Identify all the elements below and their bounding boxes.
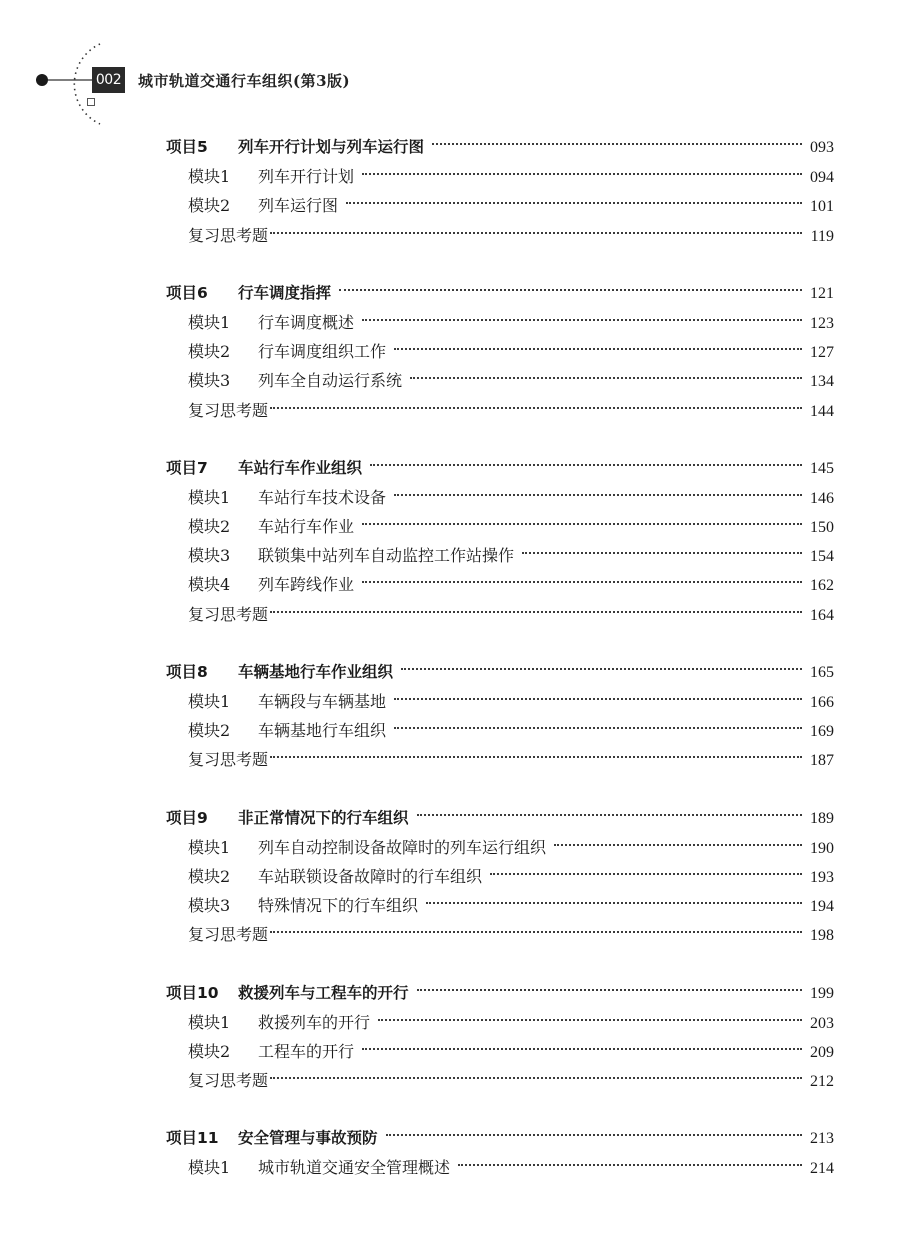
dot-leader [270,756,802,758]
dot-leader [270,1077,802,1079]
decorative-box-icon [87,98,95,106]
entry-title: 车辆段与车辆基地 [258,692,387,711]
toc-module-entry[interactable] [166,337,834,366]
toc-project-entry[interactable] [166,454,834,483]
toc-module-entry[interactable] [166,1008,834,1037]
entry-number: 模块1 [188,1158,231,1178]
dot-leader [386,1134,802,1136]
entry-number: 模块1 [188,837,231,857]
toc-project-group [166,454,834,629]
entry-title: 工程车的开行 [258,1041,355,1061]
dot-leader [394,727,802,729]
dot-leader [490,873,802,875]
toc-module-entry[interactable] [166,366,834,395]
entry-page-number: 165 [810,663,834,681]
toc-module-entry[interactable] [166,1153,834,1182]
entry-title: 行车调度概述 [258,312,355,332]
entry-number: 模块1 [188,692,231,711]
book-title: 城市轨道交通行车组织(第3版) [138,72,351,90]
toc-module-entry[interactable] [166,541,834,570]
toc-module-entry[interactable] [166,862,834,891]
entry-number: 模块1 [188,167,231,187]
toc-review-entry[interactable] [166,920,834,949]
page-number: 002 [92,67,125,93]
toc-project-group [166,979,834,1096]
table-of-contents [166,133,834,1212]
dot-leader [339,289,802,291]
entry-title: 行车调度组织工作 [258,342,387,362]
entry-page-number: 189 [810,809,834,827]
dot-leader [362,581,802,583]
entry-number: 模块2 [188,1041,231,1061]
toc-review-entry[interactable] [166,221,834,250]
entry-page-number: 094 [810,169,834,187]
entry-number: 模块3 [188,546,231,566]
entry-title: 列车跨线作业 [258,575,355,595]
entry-title: 车辆基地行车组织 [258,721,387,741]
page-header [0,0,900,130]
entry-title: 救援列车的开行 [258,1012,371,1032]
entry-title: 列车自动控制设备故障时的列车运行组织 [258,837,547,857]
dot-leader [432,143,802,145]
toc-project-entry[interactable] [166,133,834,162]
entry-title: 特殊情况下的行车组织 [258,896,419,916]
toc-module-entry[interactable] [166,687,834,716]
entry-title: 城市轨道交通安全管理概述 [258,1158,451,1178]
toc-module-entry[interactable] [166,512,834,541]
toc-project-group [166,279,834,425]
dot-leader [362,319,802,321]
dot-leader [270,611,802,613]
dot-leader [394,348,802,350]
entry-title: 复习思考题 [188,400,269,420]
entry-title: 复习思考题 [188,1071,269,1091]
entry-page-number: 093 [810,139,834,156]
entry-number: 模块2 [188,342,231,362]
entry-number: 模块1 [188,1012,231,1032]
entry-number: 模块1 [188,312,231,332]
entry-title: 救援列车与工程车的开行 [238,983,409,1002]
entry-number: 项目11 [166,1129,219,1148]
toc-module-entry[interactable] [166,1037,834,1066]
entry-page-number: 154 [810,548,834,566]
toc-module-entry[interactable] [166,716,834,745]
entry-title: 车站行车技术设备 [258,487,387,507]
entry-page-number: 193 [810,868,834,886]
dot-leader [362,523,802,525]
entry-number: 模块2 [188,517,231,537]
entry-page-number: 190 [810,839,834,857]
dot-leader [270,232,802,234]
entry-title: 列车全自动运行系统 [258,371,403,391]
toc-module-entry[interactable] [166,891,834,920]
entry-number: 项目8 [166,662,208,681]
dot-leader [417,814,802,816]
entry-title: 联锁集中站列车自动监控工作站操作 [258,546,515,566]
entry-number: 项目5 [166,138,208,156]
toc-module-entry[interactable] [166,308,834,337]
toc-project-entry[interactable] [166,279,834,308]
entry-title: 车站行车作业组织 [238,458,363,477]
entry-title: 非正常情况下的行车组织 [238,808,409,827]
entry-number: 模块2 [188,866,231,886]
entry-number: 项目9 [166,808,208,827]
dot-leader [394,494,802,496]
entry-page-number: 209 [810,1043,834,1061]
dot-leader [370,464,802,466]
toc-project-group [166,1124,834,1182]
dot-leader [378,1019,802,1021]
entry-number: 模块2 [188,196,231,216]
entry-title: 车辆基地行车作业组织 [238,662,394,681]
dot-leader [270,407,802,409]
dot-leader [554,844,802,846]
entry-page-number: 101 [810,198,834,216]
entry-title: 列车运行图 [258,196,339,216]
entry-title: 复习思考题 [188,604,269,624]
entry-page-number: 213 [810,1130,834,1148]
toc-project-group [166,804,834,950]
entry-page-number: 162 [810,577,834,595]
entry-page-number: 144 [810,402,834,420]
entry-title: 复习思考题 [188,925,269,945]
toc-project-group [166,658,834,775]
toc-review-entry[interactable] [166,1066,834,1095]
toc-review-entry[interactable] [166,745,834,774]
entry-number: 项目6 [166,283,208,302]
entry-page-number: 146 [810,489,834,507]
dot-leader [458,1164,802,1166]
toc-module-entry[interactable] [166,833,834,862]
entry-page-number: 127 [810,344,834,362]
dot-leader [426,902,802,904]
toc-project-entry[interactable] [166,979,834,1008]
dot-leader [362,1048,802,1050]
toc-review-entry[interactable] [166,396,834,425]
toc-project-entry[interactable] [166,1124,834,1153]
entry-page-number: 121 [810,284,834,302]
entry-page-number: 199 [810,984,834,1002]
toc-project-entry[interactable] [166,658,834,687]
entry-page-number: 203 [810,1014,834,1032]
entry-page-number: 150 [810,519,834,537]
dot-leader [401,668,802,670]
entry-title: 复习思考题 [188,750,269,770]
toc-project-entry[interactable] [166,804,834,833]
entry-page-number: 169 [810,723,834,741]
entry-title: 车站联锁设备故障时的行车组织 [258,866,483,886]
toc-module-entry[interactable] [166,570,834,599]
dot-leader [362,173,802,175]
entry-number: 模块3 [188,371,231,391]
dot-leader [522,552,802,554]
entry-page-number: 198 [810,927,834,945]
entry-number: 项目7 [166,458,208,477]
entry-page-number: 194 [810,898,834,916]
entry-title: 行车调度指挥 [238,283,332,302]
entry-page-number: 214 [810,1160,834,1178]
dot-leader [394,698,802,700]
entry-page-number: 123 [810,314,834,332]
dot-leader [270,931,802,933]
entry-number: 模块4 [188,575,231,595]
entry-page-number: 166 [810,694,834,711]
dot-leader [410,377,802,379]
dot-leader [417,989,802,991]
entry-page-number: 134 [810,373,834,391]
dot-leader [346,202,802,204]
entry-title: 安全管理与事故预防 [238,1129,378,1148]
entry-number: 项目10 [166,983,219,1002]
entry-title: 车站行车作业 [258,517,355,537]
entry-number: 模块2 [188,721,231,741]
toc-review-entry[interactable] [166,600,834,629]
toc-module-entry[interactable] [166,191,834,220]
toc-module-entry[interactable] [166,162,834,191]
entry-page-number: 119 [810,227,834,245]
decorative-arc-icon [0,0,140,130]
toc-module-entry[interactable] [166,483,834,512]
entry-page-number: 164 [810,606,834,624]
entry-page-number: 187 [810,752,834,770]
entry-page-number: 212 [810,1073,834,1091]
entry-title: 列车开行计划 [258,167,355,187]
toc-project-group [166,133,834,250]
entry-title: 复习思考题 [188,225,269,245]
entry-title: 列车开行计划与列车运行图 [238,138,425,156]
entry-page-number: 145 [810,459,834,477]
entry-number: 模块3 [188,896,231,916]
entry-number: 模块1 [188,487,231,507]
